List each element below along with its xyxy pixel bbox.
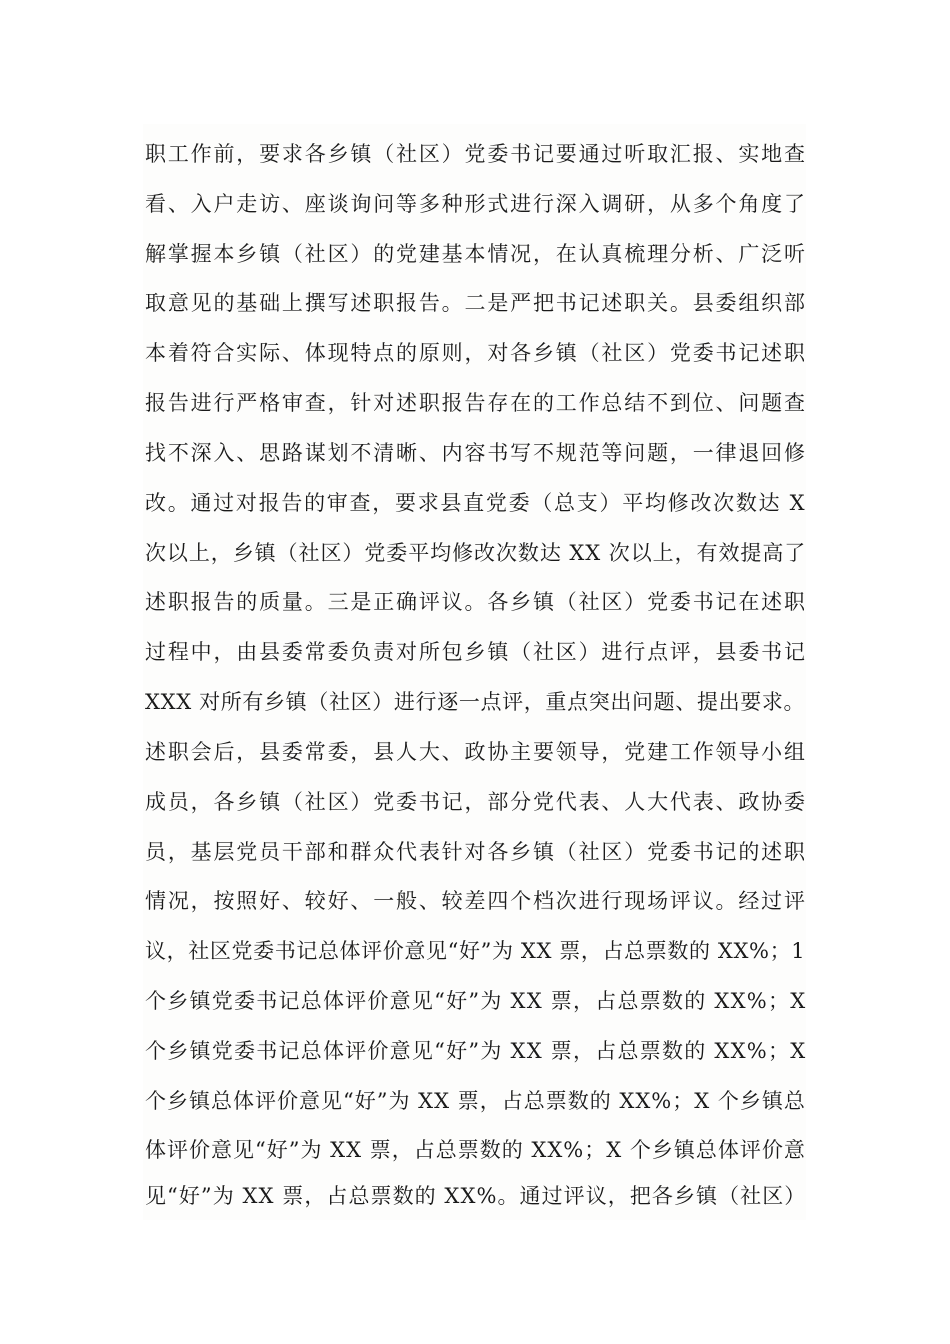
body-text <box>143 124 806 1220</box>
text-line-9: 次以上，乡镇（社区）党委平均修改次数达 XX 次以上，有效提高了 <box>145 541 807 565</box>
text-line-5: 本着符合实际、体现特点的原则，对各乡镇（社区）党委书记述职 <box>145 341 807 365</box>
text-line-11: 过程中，由县委常委负责对所包乡镇（社区）进行点评，县委书记 <box>145 640 807 664</box>
text-line-21: 体评价意见“好”为 XX 票，占总票数的 XX%；X 个乡镇总体评价意 <box>145 1138 806 1162</box>
text-line-19: 个乡镇党委书记总体评价意见“好”为 XX 票，占总票数的 XX%；X <box>145 1039 807 1063</box>
text-line-13: 述职会后，县委常委，县人大、政协主要领导，党建工作领导小组 <box>145 740 807 764</box>
text-line-16: 情况，按照好、较好、一般、较差四个档次进行现场评议。经过评 <box>145 889 807 913</box>
text-line-14: 成员，各乡镇（社区）党委书记，部分党代表、人大代表、政协委 <box>145 790 807 814</box>
text-line-15: 员，基层党员干部和群众代表针对各乡镇（社区）党委书记的述职 <box>145 840 807 864</box>
text-line-12: XXX 对所有乡镇（社区）进行逐一点评，重点突出问题、提出要求。 <box>145 690 806 714</box>
text-line-17: 议，社区党委书记总体评价意见“好”为 XX 票，占总票数的 XX%；1 <box>145 939 806 963</box>
text-line-3: 解掌握本乡镇（社区）的党建基本情况，在认真梳理分析、广泛听 <box>145 242 807 266</box>
text-line-7: 找不深入、思路谋划不清晰、内容书写不规范等问题，一律退回修 <box>145 441 807 465</box>
text-line-20: 个乡镇总体评价意见“好”为 XX 票，占总票数的 XX%；X 个乡镇总 <box>145 1089 806 1113</box>
text-line-10: 述职报告的质量。三是正确评议。各乡镇（社区）党委书记在述职 <box>145 590 807 614</box>
text-line-6: 报告进行严格审查，针对述职报告存在的工作总结不到位、问题查 <box>145 391 807 415</box>
text-line-18: 个乡镇党委书记总体评价意见“好”为 XX 票，占总票数的 XX%；X <box>145 989 807 1013</box>
text-line-1: 职工作前，要求各乡镇（社区）党委书记要通过听取汇报、实地查 <box>145 142 807 166</box>
text-line-4: 取意见的基础上撰写述职报告。二是严把书记述职关。县委组织部 <box>145 291 807 315</box>
text-line-22: 见“好”为 XX 票，占总票数的 XX%。通过评议，把各乡镇（社区） <box>145 1184 807 1208</box>
text-line-8: 改。通过对报告的审查，要求县直党委（总支）平均修改次数达 X <box>145 491 807 515</box>
text-line-2: 看、入户走访、座谈询问等多种形式进行深入调研，从多个角度了 <box>145 192 807 216</box>
